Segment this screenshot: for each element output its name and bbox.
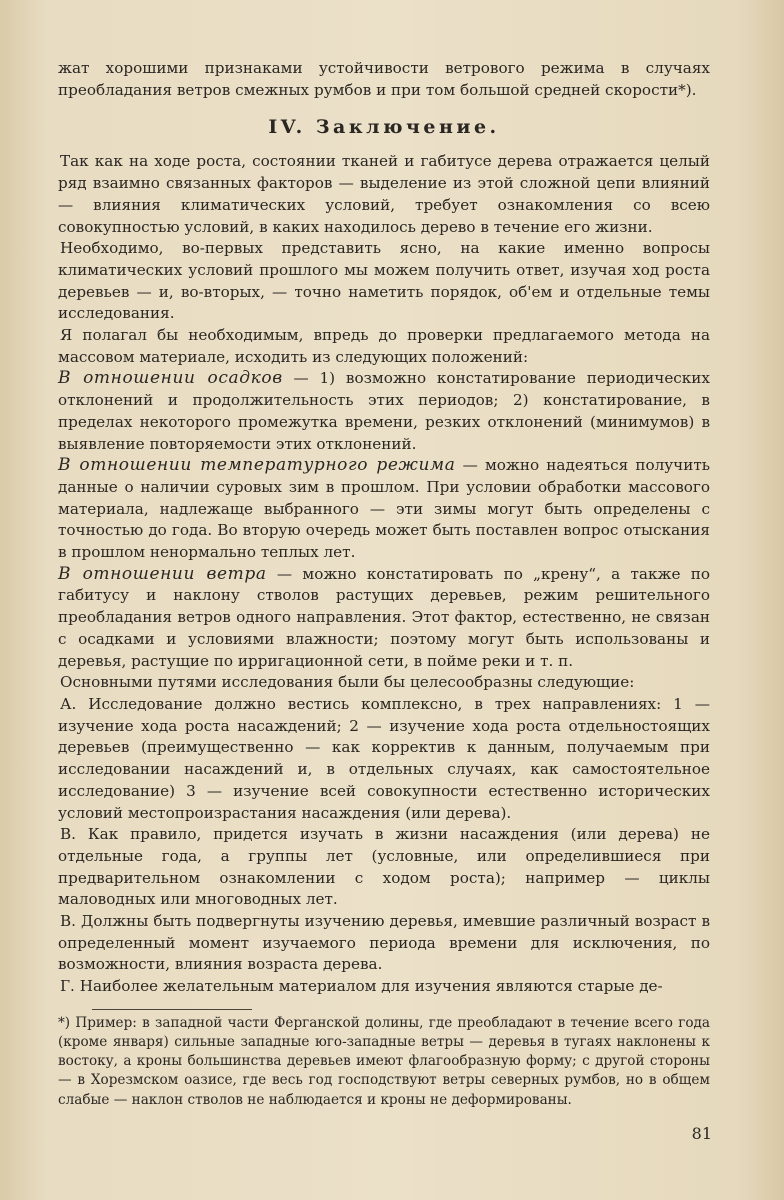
paragraph-a: А. Исследование должно вестись комплексно, в трех направлениях: 1 — изучение хода роста насаждений; 2 — изучение хода роста отдельностоящих деревьев (преимущественно — как корректив к данным, получаемым при исследовании насаждений и, в отдельных случаях, как самостоятельное исследование) 3 — изучение всей совокупности естественно исторических условий местопроизрастания насаждения (или дерева). bbox=[58, 694, 710, 822]
footnote: *) Пример: в западной части Ферганской долины, где преобладают в течение всего года (кроме января) сильные западные юго-западные ветры — деревья в тугаях наклонены к востоку, а кроны большинства деревьев имеют флагообразную форму; с другой стороны — в Хорезмском оазисе, где весь год господствуют ветры северных румбов, но в общем слабые — наклон стволов не наблюдается и кроны не деформированы. bbox=[58, 1014, 710, 1108]
temperature-text: — можно надеяться получить данные о наличии суровых зим в прошлом. При условии обработки массового материала, надлежаще выбранного — эти зимы могут быть определены с точностью до года. Во вторую очередь может быть поставлен вопрос отыскания в прошлом ненормально теплых лет. bbox=[58, 456, 711, 562]
paragraph-g: Г. Наиболее желательным материалом для изучения являются старые де- bbox=[60, 977, 663, 996]
wind-lead: В отношении ветра bbox=[58, 563, 267, 584]
paragraph-2: Необходимо, во-первых представить ясно, на какие именно вопросы климатических условий прошлого мы можем получить ответ, изучая ход роста деревьев — и, во-вторых, — точно наметить порядок, об'ем и отдельные темы исследования. bbox=[58, 239, 710, 323]
paragraph-b: В. Как правило, придется изучать в жизни насаждения (или дерева) не отдельные года, а группы лет (условные, или определившиеся при предварительном ознакомлении с ходом роста); например — циклы маловодных или многоводных лет. bbox=[58, 825, 710, 909]
paragraph-precipitation bbox=[58, 368, 710, 455]
precipitation-text: — 1) возможно констатирование периодических отклонений и продолжительность этих периодов; 2) констатирование, в пределах некоторого промежутка времени, резких отклонений (минимумов) в выявление повторяемости этих отклонений. bbox=[58, 369, 710, 453]
paragraph-temperature bbox=[58, 455, 710, 564]
page-number: 81 bbox=[691, 1124, 712, 1143]
continued-paragraph: жат хорошими признаками устойчивости ветрового режима в случаях преобладания ветров смежных румбов и при том большой средней скорости*). bbox=[58, 59, 710, 99]
wind-text: — можно констатировать по „крену“, а также по габитусу и наклону стволов растущих деревьев, режим решительного преобладания ветров одного направления. Этот фактор, естественно, не связан с осадками и условиями влажности; поэтому могут быть использованы и деревья, растущие по ирригационной сети, в пойме реки и т. п. bbox=[58, 564, 711, 670]
precipitation-lead: В отношении осадков bbox=[58, 368, 283, 389]
temperature-lead: В отношении температурного режима bbox=[58, 455, 456, 476]
section-title: IV. Заключение. bbox=[268, 116, 500, 139]
paragraph-1: Так как на ходе роста, состоянии тканей и габитусе дерева отражается целый ряд взаимно связанных факторов — выделение из этой сложной цепи влияний — влияния климатических условий, требует ознакомления со всею совокупностью условий, в каких находилось дерево в течение его жизни. bbox=[58, 152, 710, 236]
paragraph-3: Я полагал бы необходимым, впредь до проверки предлагаемого метода на массовом материале, исходить из следующих положений: bbox=[58, 326, 710, 366]
footnote-rule bbox=[92, 1009, 252, 1010]
paragraph-wind bbox=[58, 564, 710, 673]
paragraph-v: В. Должны быть подвергнуты изучению деревья, имевшие различный возраст в определенный момент изучаемого периода времени для исключения, по возможности, влияния возраста дерева. bbox=[58, 912, 710, 974]
paragraph-paths: Основными путями исследования были бы целесообразны следующие: bbox=[60, 673, 635, 692]
